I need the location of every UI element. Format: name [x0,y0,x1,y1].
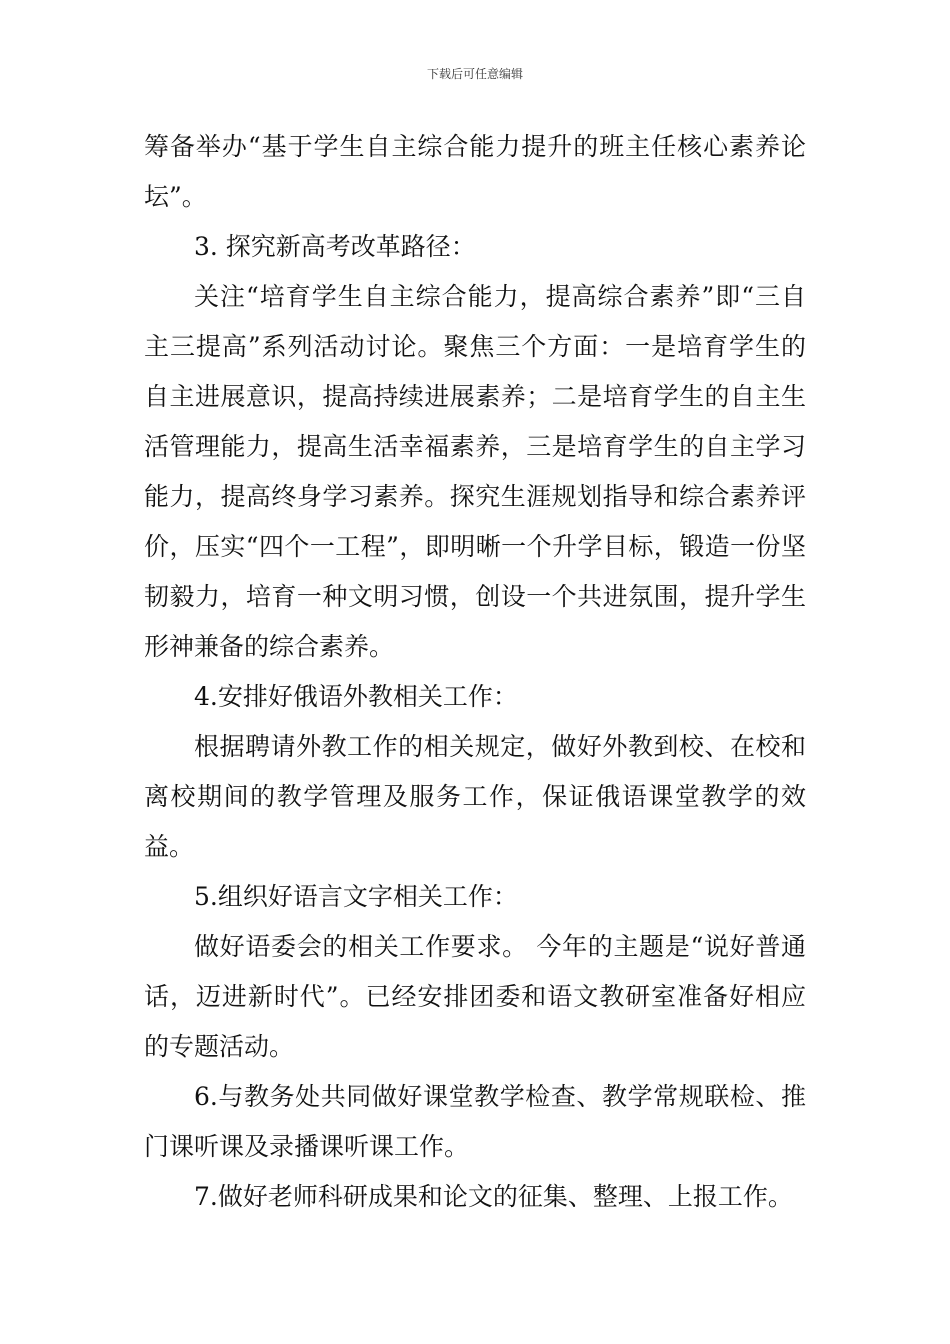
paragraph-item-7: 7.做好老师科研成果和论文的征集、整理、上报工作。 [194,1182,793,1211]
paragraph-forum-preparation: 筹备举办“基于学生自主综合能力提升的班主任核心素养论坛”。 [144,132,806,211]
paragraph-item-3-body: 关注“培育学生自主综合能力，提高综合素养”即“三自主三提高”系列活动讨论。聚焦三个方面：一是培育学生的自主进展意识，提高持续进展素养；二是培育学生的自主生活管理能力，提高生活幸福素养，三是培育学生的自主学习能力，提高终身学习素养。探究生涯规划指导和综合素养评价，压实“四个一工程”，即明晰一个升学目标，锻造一份坚韧毅力，培育一种文明习惯，创设一个共进氛围，提升学生形神兼备的综合素养。 [144,282,806,661]
paragraph-item-4-body: 根据聘请外教工作的相关规定，做好外教到校、在校和离校期间的教学管理及服务工作，保证俄语课堂教学的效益。 [144,732,806,861]
paragraph-item-6: 6.与教务处共同做好课堂教学检查、教学常规联检、推门课听课及录播课听课工作。 [144,1082,806,1161]
heading-item-5: 5.组织好语言文字相关工作： [194,882,518,911]
document-body [144,122,806,1222]
paragraph-item-5-body: 做好语委会的相关工作要求。 今年的主题是“说好普通话，迈进新时代”。已经安排团委和语文教研室准备好相应的专题活动。 [144,932,806,1061]
page-header-note: 下载后可任意编辑 [426,67,523,81]
heading-item-4: 4.安排好俄语外教相关工作： [194,682,518,711]
heading-item-3: 3. 探究新高考改革路径： [194,232,476,261]
